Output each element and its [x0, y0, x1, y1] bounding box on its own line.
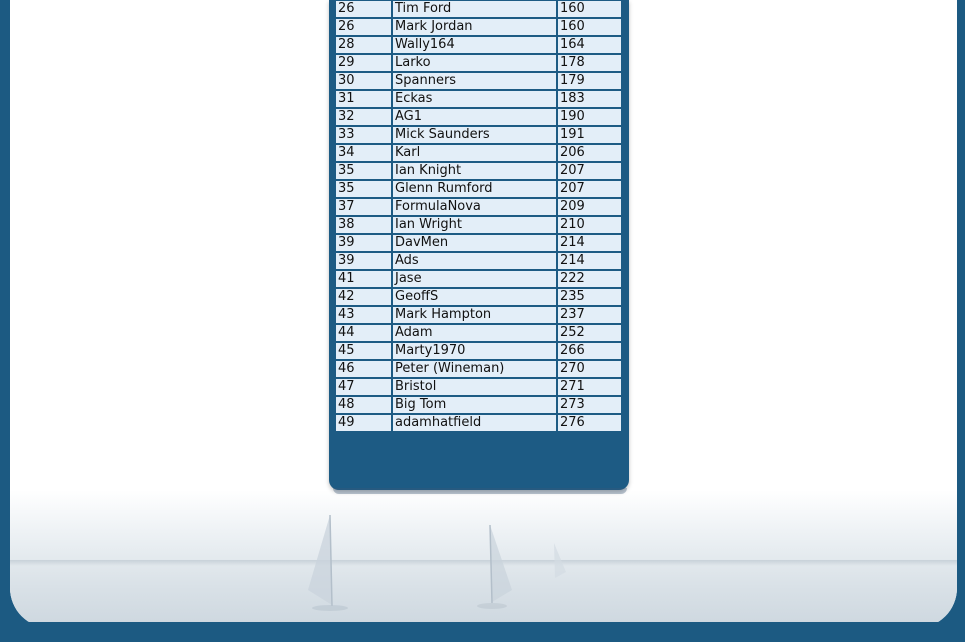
name-cell: adamhatfield [392, 414, 557, 432]
name-cell: Bristol [392, 378, 557, 396]
table-row [335, 198, 622, 216]
table-row [335, 108, 622, 126]
name-cell: Ian Wright [392, 216, 557, 234]
name-cell: Glenn Rumford [392, 180, 557, 198]
position-cell: 32 [335, 108, 392, 126]
score-cell: 191 [557, 126, 622, 144]
name-cell: FormulaNova [392, 198, 557, 216]
table-row [335, 36, 622, 54]
score-cell: 222 [557, 270, 622, 288]
score-cell: 276 [557, 414, 622, 432]
table-row [335, 216, 622, 234]
panel-shadow [333, 488, 627, 494]
table-row [335, 162, 622, 180]
score-cell: 252 [557, 324, 622, 342]
score-cell: 237 [557, 306, 622, 324]
position-cell: 37 [335, 198, 392, 216]
position-cell: 30 [335, 72, 392, 90]
name-cell: Mark Hampton [392, 306, 557, 324]
position-cell: 29 [335, 54, 392, 72]
score-cell: 190 [557, 108, 622, 126]
name-cell: Jase [392, 270, 557, 288]
table-row [335, 324, 622, 342]
score-cell: 207 [557, 180, 622, 198]
name-cell: Ian Knight [392, 162, 557, 180]
position-cell: 35 [335, 180, 392, 198]
score-cell: 206 [557, 144, 622, 162]
score-cell: 209 [557, 198, 622, 216]
table-row [335, 306, 622, 324]
results-table [334, 0, 623, 433]
name-cell: Big Tom [392, 396, 557, 414]
name-cell: Wally164 [392, 36, 557, 54]
position-cell: 26 [335, 0, 392, 18]
results-panel [329, 0, 629, 490]
score-cell: 271 [557, 378, 622, 396]
score-cell: 207 [557, 162, 622, 180]
score-cell: 266 [557, 342, 622, 360]
table-row [335, 72, 622, 90]
results-table-body [335, 0, 622, 432]
name-cell: Ads [392, 252, 557, 270]
position-cell: 34 [335, 144, 392, 162]
position-cell: 41 [335, 270, 392, 288]
score-cell: 183 [557, 90, 622, 108]
table-row [335, 54, 622, 72]
table-row [335, 414, 622, 432]
name-cell: Marty1970 [392, 342, 557, 360]
table-row [335, 396, 622, 414]
score-cell: 178 [557, 54, 622, 72]
table-row [335, 360, 622, 378]
name-cell: Tim Ford [392, 0, 557, 18]
position-cell: 49 [335, 414, 392, 432]
name-cell: Karl [392, 144, 557, 162]
name-cell: Mick Saunders [392, 126, 557, 144]
score-cell: 214 [557, 252, 622, 270]
score-cell: 160 [557, 0, 622, 18]
name-cell: DavMen [392, 234, 557, 252]
table-row [335, 270, 622, 288]
name-cell: Larko [392, 54, 557, 72]
position-cell: 31 [335, 90, 392, 108]
name-cell: Mark Jordan [392, 18, 557, 36]
table-row [335, 288, 622, 306]
name-cell: Adam [392, 324, 557, 342]
position-cell: 46 [335, 360, 392, 378]
score-cell: 270 [557, 360, 622, 378]
windsurfer-icon [465, 520, 520, 615]
score-cell: 179 [557, 72, 622, 90]
table-row [335, 18, 622, 36]
position-cell: 38 [335, 216, 392, 234]
table-row [335, 342, 622, 360]
table-row [335, 378, 622, 396]
name-cell: Eckas [392, 90, 557, 108]
position-cell: 47 [335, 378, 392, 396]
windsurfer-icon [540, 540, 570, 585]
table-row [335, 0, 622, 18]
table-row [335, 90, 622, 108]
position-cell: 35 [335, 162, 392, 180]
score-cell: 164 [557, 36, 622, 54]
position-cell: 45 [335, 342, 392, 360]
name-cell: Spanners [392, 72, 557, 90]
name-cell: Peter (Wineman) [392, 360, 557, 378]
position-cell: 48 [335, 396, 392, 414]
position-cell: 33 [335, 126, 392, 144]
position-cell: 26 [335, 18, 392, 36]
position-cell: 42 [335, 288, 392, 306]
name-cell: AG1 [392, 108, 557, 126]
position-cell: 39 [335, 252, 392, 270]
windsurfer-icon [300, 510, 360, 620]
score-cell: 235 [557, 288, 622, 306]
footer-bar [0, 622, 965, 642]
table-row [335, 144, 622, 162]
position-cell: 28 [335, 36, 392, 54]
score-cell: 273 [557, 396, 622, 414]
table-row [335, 252, 622, 270]
score-cell: 160 [557, 18, 622, 36]
position-cell: 43 [335, 306, 392, 324]
table-row [335, 126, 622, 144]
position-cell: 44 [335, 324, 392, 342]
score-cell: 210 [557, 216, 622, 234]
table-row [335, 180, 622, 198]
name-cell: GeoffS [392, 288, 557, 306]
table-row [335, 234, 622, 252]
score-cell: 214 [557, 234, 622, 252]
position-cell: 39 [335, 234, 392, 252]
